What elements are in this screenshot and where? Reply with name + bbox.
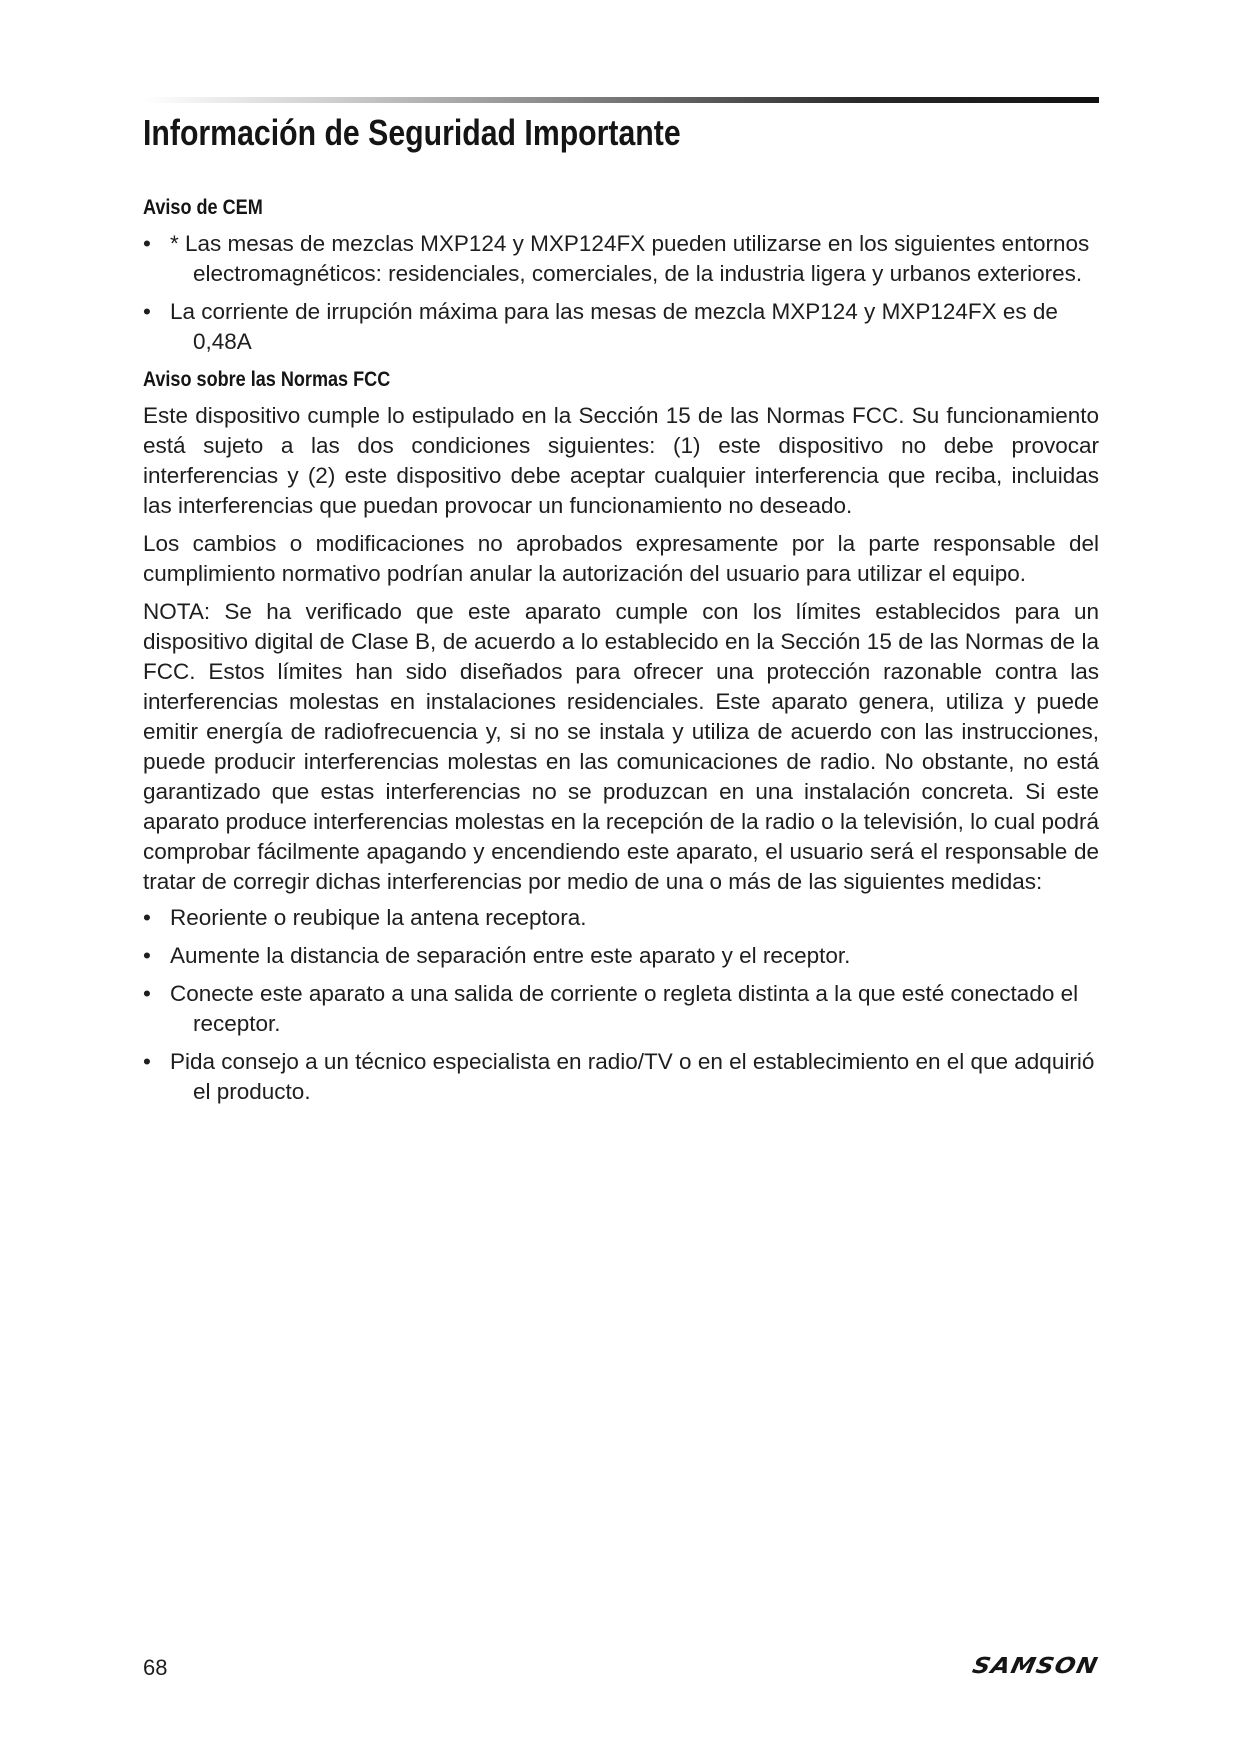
- brand-logo: SAMSON: [970, 1654, 1101, 1679]
- list-item-text: Reoriente o reubique la antena receptora.: [170, 905, 587, 930]
- list-item-text: La corriente de irrupción máxima para las mesas de mezcla MXP124 y MXP124FX es de 0,48A: [170, 299, 1058, 354]
- bullet-icon: •: [143, 981, 151, 1006]
- section-heading-fcc: Aviso sobre las Normas FCC: [143, 368, 391, 391]
- list-item: [143, 229, 1099, 289]
- list-item-text: Conecte este aparato a una salida de corriente o regleta distinta a la que esté conectado el receptor.: [170, 981, 1079, 1036]
- bullet-icon: •: [143, 905, 151, 930]
- list-item: [143, 979, 1099, 1039]
- fcc-paragraph-modifications: Los cambios o modificaciones no aprobados expresamente por la parte responsable del cumplimiento normativo podrían anular la autorización del usuario para utilizar el equipo.: [143, 531, 1099, 586]
- bullet-icon: •: [143, 231, 151, 256]
- list-item: [143, 1047, 1099, 1107]
- document-body: [143, 193, 1099, 1115]
- fcc-paragraph-note: NOTA: Se ha verificado que este aparato cumple con los límites establecidos para un dispositivo digital de Clase B, de acuerdo a lo establecido en la Sección 15 de las Normas de la FCC. Estos límites han sido diseñados para ofrecer una protección razonable contra las interferencias molestas en instalaciones residenciales. Este aparato genera, utiliza y puede emitir energía de radiofrecuencia y, si no se instala y utiliza de acuerdo con las instrucciones, puede producir interferencias molestas en las comunicaciones de radio. No obstante, no está garantizado que estas interferencias no se produzcan en una instalación concreta. Si este aparato produce interferencias molestas en la recepción de la radio o la televisión, lo cual podrá comprobar fácilmente apagando y encendiendo este aparato, el usuario será el responsable de tratar de corregir dichas interferencias por medio de una o más de las siguientes medidas:: [143, 599, 1099, 894]
- list-item-text: Aumente la distancia de separación entre este aparato y el receptor.: [170, 943, 851, 968]
- fcc-paragraph-compliance: Este dispositivo cumple lo estipulado en la Sección 15 de las Normas FCC. Su funcionamiento está sujeto a las dos condiciones siguientes: (1) este dispositivo no debe provocar interferencias y (2) este dispositivo debe aceptar cualquier interferencia que reciba, incluidas las interferencias que puedan provocar un funcionamiento no deseado.: [143, 403, 1099, 518]
- top-rule: [143, 97, 1099, 103]
- list-item-text: Pida consejo a un técnico especialista en radio/TV o en el establecimiento en el que adquirió el producto.: [170, 1049, 1095, 1104]
- list-item: [143, 941, 1099, 971]
- bullet-icon: •: [143, 1049, 151, 1074]
- cem-bullet-list: [143, 229, 1099, 357]
- bullet-icon: •: [143, 299, 151, 324]
- page-title: Información de Seguridad Importante: [143, 112, 681, 153]
- list-item: [143, 903, 1099, 933]
- page-number: 68: [143, 1655, 168, 1680]
- list-item-text: * Las mesas de mezclas MXP124 y MXP124FX pueden utilizarse en los siguientes entornos electromagnéticos: residenciales, comerciales, de la industria ligera y urbanos exteriores.: [170, 231, 1090, 286]
- list-item: [143, 297, 1099, 357]
- bullet-icon: •: [143, 943, 151, 968]
- section-heading-cem: Aviso de CEM: [143, 196, 263, 219]
- fcc-measures-list: [143, 903, 1099, 1107]
